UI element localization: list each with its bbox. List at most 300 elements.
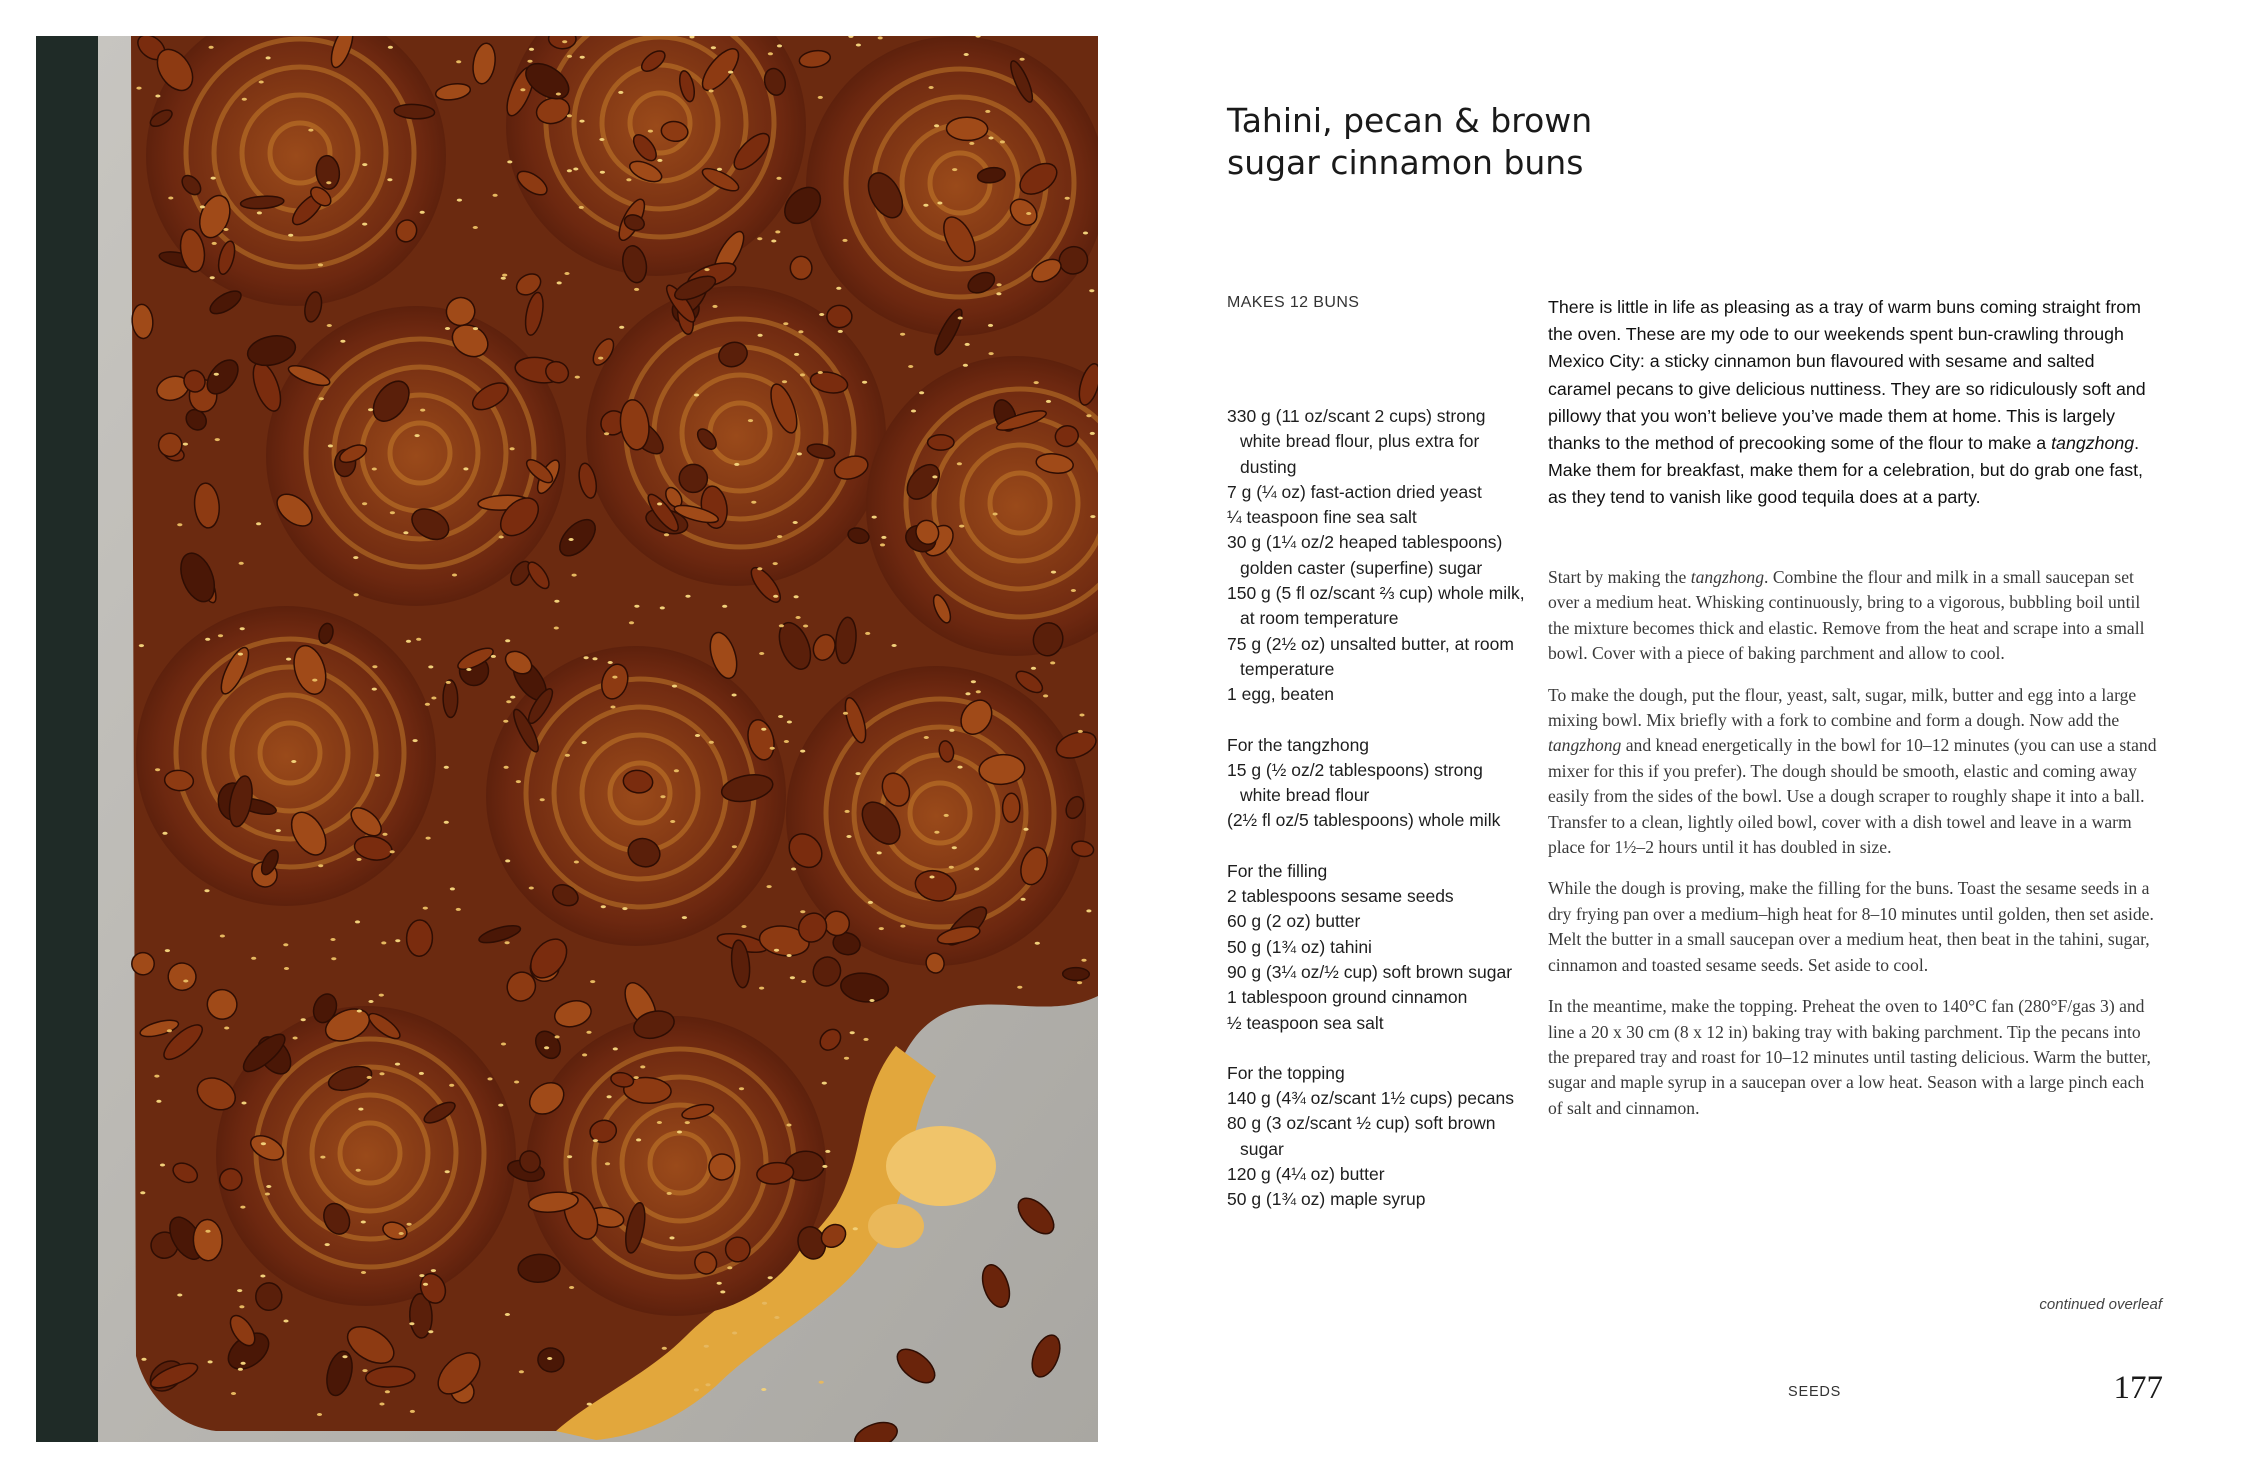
sesame-seed [136,87,141,90]
ingredient-item: 140 g (4¾ oz/scant 1½ cups) pecans [1227,1088,1514,1109]
sesame-seed [801,980,806,983]
sesame-seed [923,204,928,207]
sesame-seed [320,1156,325,1159]
sesame-seed [565,754,570,757]
sesame-seed [342,1355,347,1358]
sesame-seed [694,1388,699,1391]
sesame-seed [757,237,762,240]
sesame-seed [261,1142,266,1145]
sesame-seed [586,1031,591,1034]
sesame-seed [794,353,799,356]
sesame-seed [879,927,884,930]
ingredient-group-heading: For the tangzhong [1227,734,1370,755]
sesame-seed [657,1121,662,1124]
sesame-seed [155,768,160,771]
sesame-seed [284,967,289,970]
sesame-seed [214,373,219,376]
sesame-seed [971,680,976,683]
sesame-seed [761,728,766,731]
sesame-seed [709,741,714,744]
sesame-seed [155,95,160,98]
sesame-seed [705,1383,710,1386]
ingredient-item: 120 g (4¼ oz) butter [1227,1164,1385,1185]
sesame-seed [410,1410,415,1413]
sesame-seed [308,129,313,132]
sesame-seed [759,652,764,655]
sesame-seed [657,159,662,162]
sesame-seed [674,769,679,772]
ingredient-group [1227,404,1527,708]
sesame-seed [853,1227,858,1230]
sesame-seed [567,55,572,58]
sesame-seed [819,1381,824,1384]
sesame-seed [160,1164,165,1167]
ingredient-item: 15 g (½ oz/2 tablespoons) strong white bread flour [1227,759,1483,806]
sesame-seed [473,327,478,330]
sesame-seed [463,467,468,470]
sesame-seed [660,795,665,798]
ingredient-item: 60 g (2 oz) butter [1227,911,1361,932]
sesame-seed [328,444,333,447]
sesame-seed [669,1236,674,1239]
yield: MAKES 12 BUNS [1227,294,1360,311]
sesame-seed [220,935,225,938]
sesame-seed [557,281,562,284]
sesame-seed [446,681,451,684]
sesame-seed [911,410,916,413]
sesame-seed [598,357,603,360]
sesame-seed [672,685,677,688]
sesame-seed [619,326,624,329]
sesame-seed [937,202,942,205]
sesame-seed [862,381,867,384]
sesame-seed [223,228,228,231]
sesame-seed [694,394,699,397]
sesame-seed [456,60,461,63]
sesame-seed [667,1192,672,1195]
sesame-seed [428,1330,433,1333]
sesame-seed [997,283,1002,286]
sesame-seed [428,665,433,668]
sesame-seed [818,371,823,374]
sesame-seed [774,949,779,952]
sesame-seed [505,639,510,642]
intro-italic: tangzhong [2051,433,2135,454]
sesame-seed [286,658,291,661]
sesame-seed [580,56,585,59]
sesame-seed [1079,714,1084,717]
sesame-seed [1071,589,1076,592]
sesame-seed [1078,730,1083,733]
sesame-seed [419,1072,424,1075]
sesame-seed [312,679,317,682]
method-text: While the dough is proving, make the filling for the buns. Toast the sesame seeds in a dry frying pan over a medium–high heat for 8–10 minutes until golden, then set aside. Melt the butter in a small saucepan over a medium heat, then beat in the tahini, sugar, cinnamon and toasted sesame seeds. Set aside to cool. [1548,878,2154,975]
sesame-seed [241,1102,246,1105]
sesame-seed [340,340,345,343]
sesame-seed [520,88,525,91]
sesame-seed [208,1360,213,1363]
ingredient-item: 30 g (1¼ oz/2 heaped tablespoons) golden caster (superfine) sugar [1227,532,1503,578]
sesame-seed [761,1388,766,1391]
sesame-seed [556,93,561,96]
sesame-seed [786,1124,791,1127]
sesame-seed [379,994,384,997]
sesame-seed [362,223,367,226]
sesame-seed [869,999,874,1002]
sesame-seed [505,1313,510,1316]
ingredient-item: (2½ fl oz/5 tablespoons) whole milk [1227,810,1501,831]
sesame-seed [156,1100,161,1103]
sesame-seed [449,1084,454,1087]
sesame-seed [395,939,400,942]
sesame-seed [822,1165,827,1168]
method-text: and knead energetically in the bowl for 10–12 minutes (you can use a stand mixer for this if you prefer). The dough should be smooth, elastic and coming away easily from the sides of the bowl. Use a dough scraper to roughly shape it into a ball. Transfer to a clean, lightly oiled bowl, cover with a dish towel and leave in a warm place for 1½–2 hours until it has doubled in size. [1548,735,2157,858]
sesame-seed [237,1289,242,1292]
sesame-seed [231,1392,236,1395]
sesame-seed [362,502,367,505]
sesame-seed [423,907,428,910]
sesame-seed [527,60,532,63]
sesame-seed [797,452,802,455]
sesame-seed [770,747,775,750]
sesame-seed [622,907,627,910]
sesame-seed [140,1191,145,1194]
recipe-intro [1548,294,2158,512]
sesame-seed [856,44,861,47]
sesame-seed [452,574,457,577]
sesame-seed [362,163,367,166]
sesame-seed [318,864,323,867]
sesame-seed [177,1294,182,1297]
sesame-seed [798,330,803,333]
sesame-seed [768,1276,773,1279]
pecan [827,305,852,328]
crumb [868,1204,924,1248]
bun [136,606,436,906]
sesame-seed [379,1072,384,1075]
sesame-seed [634,605,639,608]
sesame-seed [800,910,805,913]
sesame-seed [751,501,756,504]
sesame-seed [407,1223,412,1226]
sesame-seed [949,729,954,732]
sesame-seed [582,741,587,744]
sesame-seed [610,706,615,709]
sesame-seed [1034,381,1039,384]
sesame-seed [664,533,669,536]
sesame-seed [768,52,773,55]
sesame-seed [872,516,877,519]
ingredient-group-heading: For the topping [1227,1062,1345,1083]
sesame-seed [1046,400,1051,403]
sesame-seed [423,1283,428,1286]
ingredient-item: 50 g (1¾ oz) maple syrup [1227,1189,1426,1210]
sesame-seed [317,1413,322,1416]
sesame-seed [569,538,574,541]
sesame-seed [331,957,336,960]
recipe-title [1227,100,1747,184]
sesame-seed [1089,289,1094,292]
sesame-seed [1023,828,1028,831]
sesame-seed [516,780,521,783]
sesame-seed [660,606,665,609]
sesame-seed [711,46,716,49]
sesame-seed [825,1150,830,1153]
recipe-title-line-1: Tahini, pecan & brown [1227,101,1593,140]
sesame-seed [361,1271,366,1274]
sesame-seed [929,876,934,879]
sesame-seed [444,821,449,824]
sesame-seed [579,206,584,209]
sesame-seed [445,1170,450,1173]
sesame-seed [1090,515,1095,518]
pecan [193,1219,223,1261]
sesame-seed [900,333,905,336]
sesame-seed [361,1221,366,1224]
sesame-seed [777,44,782,47]
sesame-seed [154,1075,159,1078]
sesame-seed [499,536,504,539]
sesame-seed [390,850,395,853]
sesame-seed [613,1047,618,1050]
method-steps [1548,565,2160,1137]
sesame-seed [773,562,778,565]
sesame-seed [168,197,173,200]
sesame-seed [413,739,418,742]
sesame-seed [385,1390,390,1393]
sesame-seed [502,274,507,277]
sesame-seed [777,535,782,538]
sesame-seed [575,376,580,379]
sesame-seed [457,199,462,202]
ingredient-item: 330 g (11 oz/scant 2 cups) strong white bread flour, plus extra for dusting [1227,406,1486,477]
sesame-seed [205,638,210,641]
sesame-seed [818,96,823,99]
sesame-seed [200,205,205,208]
sesame-seed [167,1029,172,1032]
sesame-seed [1065,197,1070,200]
sesame-seed [877,851,882,854]
sesame-seed [636,1138,641,1141]
ingredient-group [1227,733,1527,834]
intro-text: There is little in life as pleasing as a tray of warm buns coming straight from the oven. These are my ode to our weekends spent bun-crawling through Mexico City: a sticky cinnamon bun flavoured with sesame and salted caramel pecans to give delicious nuttiness. They are so ridiculously soft and pillowy that you won’t believe you’ve made them at home. This is largely thanks to the method of precooking some of the flour to make a [1548,297,2146,454]
sesame-seed [241,1362,246,1365]
sesame-seed [318,263,323,266]
sesame-seed [685,1121,690,1124]
sesame-seed [431,1269,436,1272]
sesame-seed [759,987,764,990]
sesame-seed [775,230,780,233]
bun [806,36,1098,336]
sesame-seed [379,1403,384,1406]
sesame-seed [783,322,788,325]
sesame-seed [648,130,653,133]
sesame-seed [758,334,763,337]
sesame-seed [787,954,792,957]
method-text: Start by making the [1548,567,1691,587]
sesame-seed [445,327,450,330]
method-italic: tangzhong [1548,735,1622,756]
sesame-seed [238,653,243,656]
sesame-seed [501,277,506,280]
sesame-seed [657,502,662,505]
bun [266,306,566,606]
sesame-seed [822,1082,827,1085]
sesame-seed [1086,414,1091,417]
sesame-seed [209,46,214,49]
sesame-seed [354,593,359,596]
sesame-seed [949,866,954,869]
sesame-seed [554,600,559,603]
crumb [886,1126,996,1206]
sesame-seed [748,419,753,422]
sesame-seed [727,1266,732,1269]
ingredient-item: 75 g (2½ oz) unsalted butter, at room temperature [1227,633,1514,679]
sesame-seed [685,595,690,598]
sesame-seed [1017,986,1022,989]
sesame-seed [183,980,188,983]
sesame-seed [790,976,795,979]
sesame-seed [473,226,478,229]
sesame-seed [677,1131,682,1134]
sesame-seed [608,661,613,664]
sesame-seed [1026,212,1031,215]
sesame-seed [996,292,1001,295]
sesame-seed [634,288,639,291]
sesame-seed [240,627,245,630]
sesame-seed [420,211,425,214]
sesame-seed [257,211,262,214]
ingredient-group [1227,1061,1527,1213]
method-paragraph [1548,994,2160,1121]
sesame-seed [506,700,511,703]
sesame-seed [957,462,962,465]
sesame-seed [1000,140,1005,143]
sesame-seed [399,1232,404,1235]
sesame-seed [224,1027,229,1030]
sesame-seed [989,352,994,355]
sesame-seed [741,925,746,928]
sesame-seed [327,324,332,327]
sesame-seed [368,1000,373,1003]
sesame-seed [450,887,455,890]
ingredient-item: 1 egg, beaten [1227,684,1335,705]
method-paragraph [1548,876,2160,978]
sesame-seed [574,861,579,864]
sesame-seed [1043,694,1048,697]
sesame-seed [240,1206,245,1209]
sesame-seed [728,71,733,74]
sesame-seed [141,1358,146,1361]
sesame-seed [1081,959,1086,962]
sesame-seed [880,543,885,546]
ingredient-item: ½ teaspoon sea salt [1227,1012,1384,1033]
sesame-seed [256,522,261,525]
sesame-seed [505,941,510,944]
ingredient-item: ¼ teaspoon fine sea salt [1227,507,1417,528]
sesame-seed [779,624,784,627]
sesame-seed [372,665,377,668]
sesame-seed [704,268,709,271]
sesame-seed [670,820,675,823]
sesame-seed [800,750,805,753]
sesame-seed [1090,432,1095,435]
sesame-seed [846,835,851,838]
sesame-seed [466,668,471,671]
sesame-seed [791,868,796,871]
method-italic: tangzhong [1690,567,1765,587]
sesame-seed [1086,909,1091,912]
sesame-seed [265,1193,270,1196]
sesame-seed [793,521,798,524]
sesame-seed [993,513,998,516]
pecan [928,435,954,450]
sesame-seed [988,137,993,140]
sesame-seed [634,1076,639,1079]
sesame-seed [356,1169,361,1172]
sesame-seed [803,625,808,628]
sesame-seed [564,272,569,275]
sesame-seed [640,1065,645,1068]
sesame-seed [776,177,781,180]
sesame-seed [266,56,271,59]
sesame-seed [362,1369,367,1372]
sesame-seed [844,1057,849,1060]
sesame-seed [368,408,373,411]
sesame-seed [767,885,772,888]
sesame-seed [569,1286,574,1289]
sesame-seed [784,740,789,743]
sesame-seed [567,169,572,172]
sesame-seed [555,1035,560,1038]
sesame-seed [239,1305,244,1308]
sesame-seed [1077,981,1082,984]
sesame-seed [567,114,572,117]
pecan [946,117,988,141]
sesame-seed [881,536,886,539]
sesame-seed [1083,232,1088,235]
sesame-seed [732,694,737,697]
sesame-seed [924,736,929,739]
sesame-seed [963,364,968,367]
sesame-seed [372,688,377,691]
sesame-seed [416,638,421,641]
sesame-seed [562,40,567,43]
sesame-seed [242,98,247,101]
sesame-seed [952,846,957,849]
sesame-seed [932,475,937,478]
sesame-seed [544,1046,549,1049]
sesame-seed [908,365,913,368]
sesame-seed [774,1316,779,1319]
sesame-seed [762,1302,767,1305]
sesame-seed [843,712,848,715]
sesame-seed [554,627,559,630]
sesame-seed [709,89,714,92]
sesame-seed [988,324,993,327]
sesame-seed [842,239,847,242]
sesame-seed [600,171,605,174]
ingredient-group [1227,859,1527,1036]
sesame-seed [732,1332,737,1335]
continued-note: continued overleaf [2039,1296,2162,1313]
sesame-seed [259,81,264,84]
sesame-seed [514,1081,519,1084]
sesame-seed [319,397,324,400]
sesame-seed [388,46,393,49]
sesame-seed [787,721,792,724]
sesame-seed [183,443,188,446]
